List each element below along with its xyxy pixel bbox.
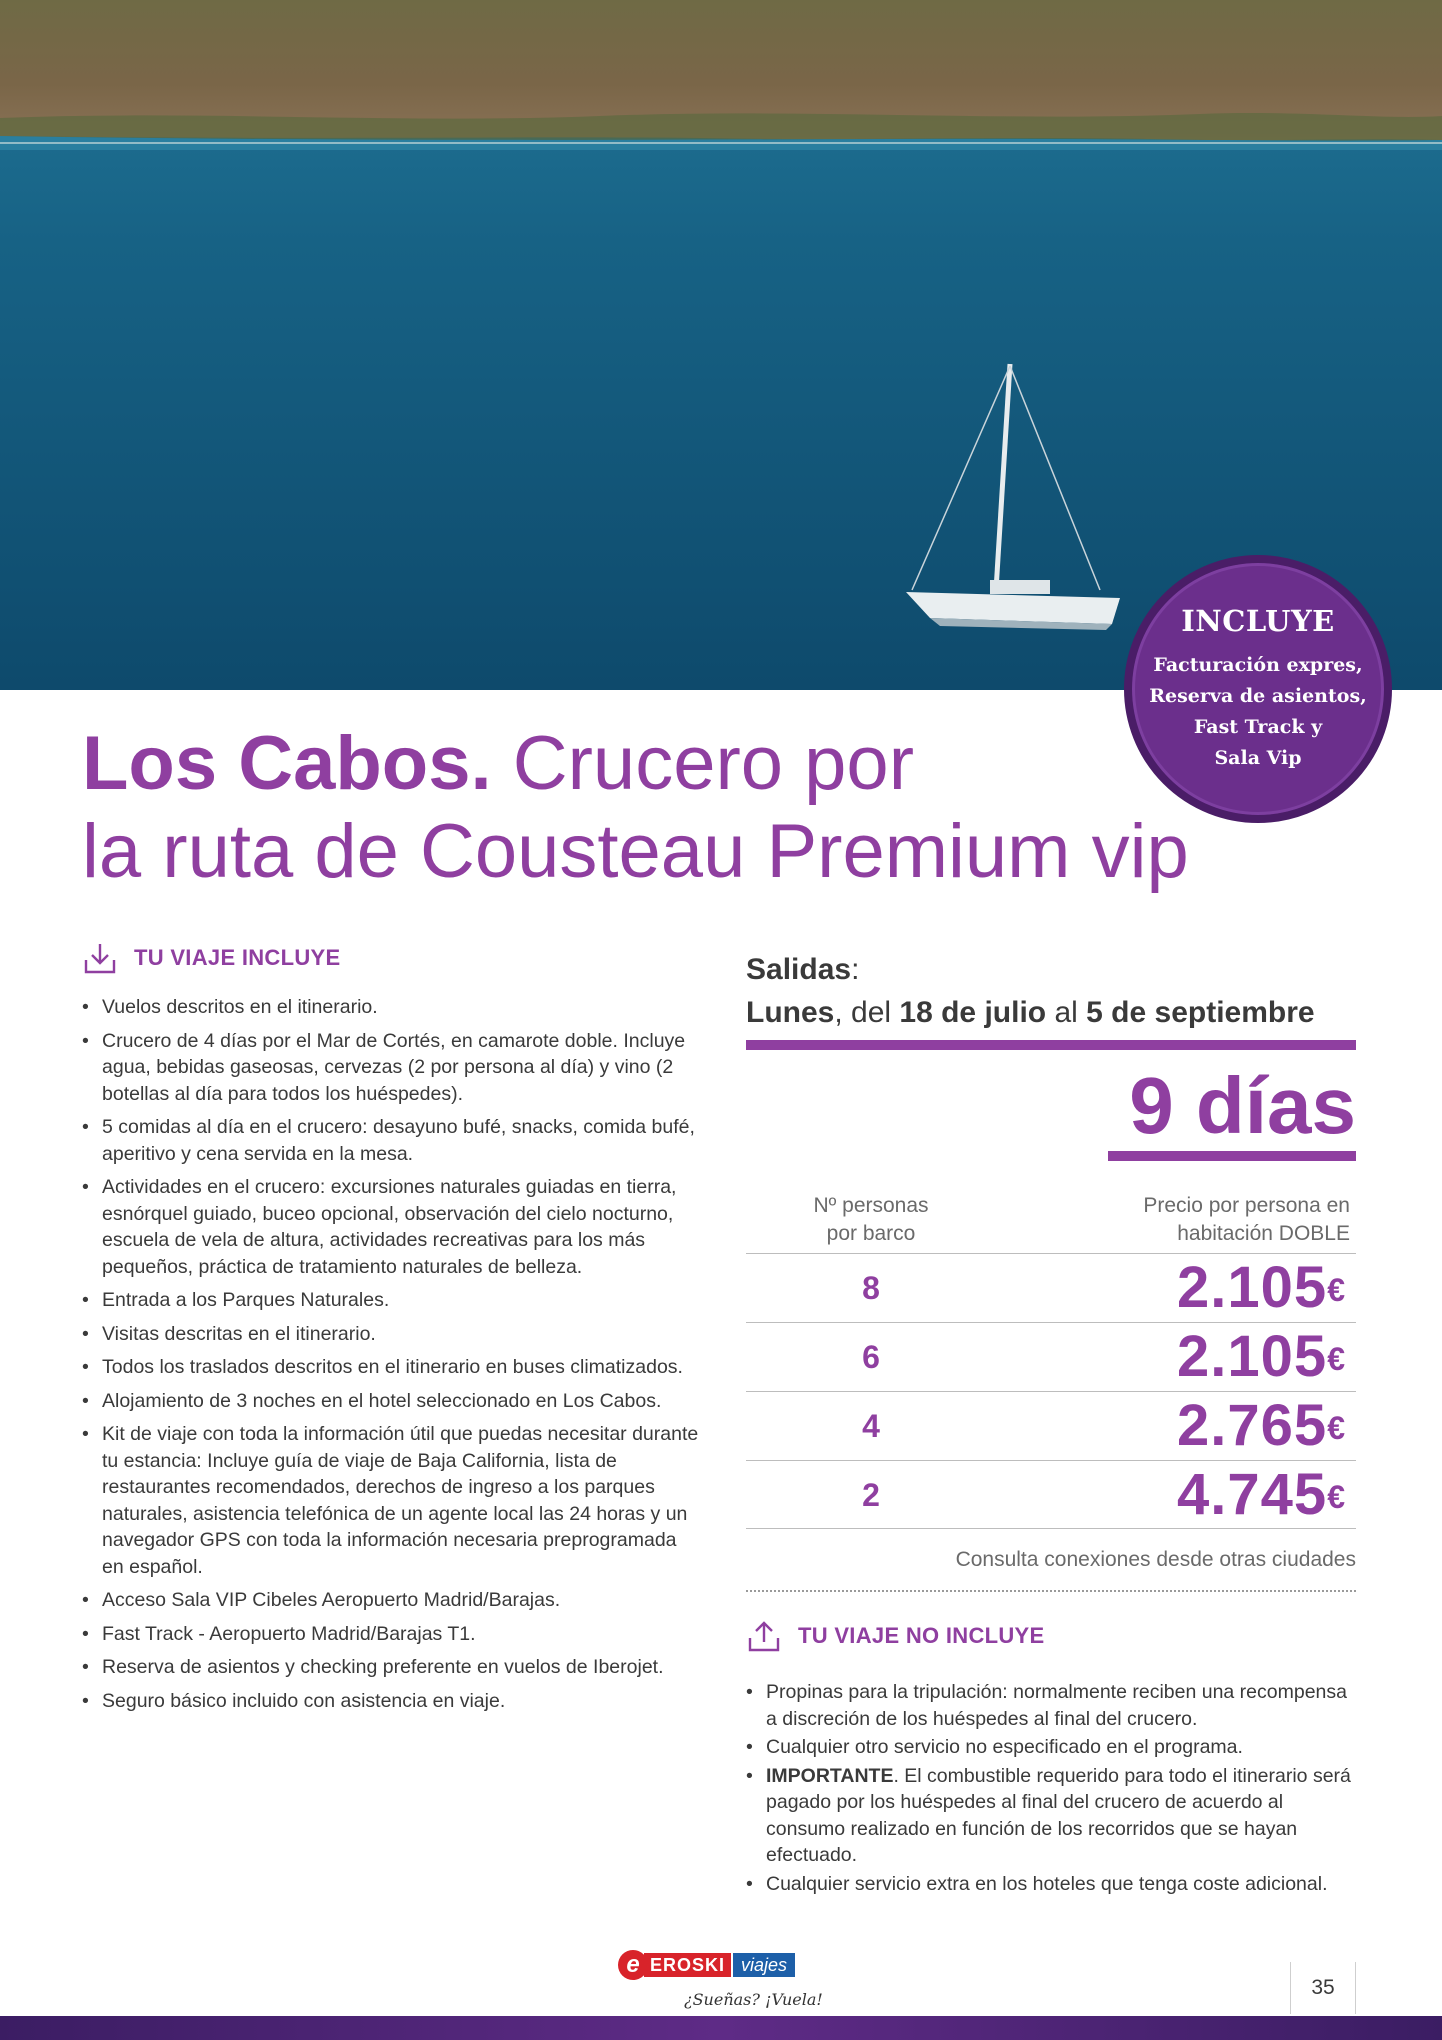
badge-line: Fast Track y (1193, 716, 1323, 738)
connections-note: Consulta conexiones desde otras ciudades (955, 1548, 1356, 1571)
footer-bar (0, 2016, 1442, 2040)
badge-line: Reserva de asientos, (1149, 685, 1367, 707)
list-item: • Entrada a los Parques Naturales. (82, 1287, 702, 1314)
persons-cell: 4 (862, 1408, 880, 1444)
persons-cell: 2 (862, 1477, 880, 1513)
table-row (746, 1322, 1356, 1391)
table-header-persons (746, 1192, 996, 1248)
includes-list (82, 994, 702, 1721)
header-line: por barco (826, 1222, 916, 1245)
title-subtitle-part1: Crucero por (491, 721, 915, 806)
page-number: 35 (1311, 1976, 1335, 1999)
list-item: • Todos los traslados descritos en el itinerario en buses climatizados. (82, 1354, 702, 1381)
download-icon (82, 940, 118, 976)
price-value: 2.765 (1177, 1393, 1328, 1458)
logo-mark: e (618, 1950, 648, 1980)
list-item: • Cualquier otro servicio no especificado en el programa. (746, 1734, 1362, 1761)
not-included-list (746, 1679, 1362, 1899)
list-item: • Alojamiento de 3 noches en el hotel seleccionado en Los Cabos. (82, 1388, 702, 1415)
currency-symbol: € (1327, 1272, 1346, 1308)
departures-day: Lunes (746, 996, 835, 1029)
currency-symbol: € (1327, 1341, 1346, 1377)
not-included-header (746, 1618, 1045, 1654)
table-row (746, 1253, 1356, 1322)
list-item: • Crucero de 4 días por el Mar de Cortés, en camarote doble. Incluye agua, bebidas gaseosas, cervezas (2 por persona al día) y vino (2 botellas al día para todos los huéspedes). (82, 1028, 702, 1108)
page-title (82, 720, 1189, 896)
title-subtitle-part2: la ruta de Cousteau Premium vip (82, 809, 1189, 894)
persons-cell: 8 (862, 1270, 880, 1306)
price-table (746, 1253, 1356, 1529)
price-cell (1177, 1325, 1346, 1389)
price-value: 4.745 (1177, 1462, 1328, 1527)
list-item: • Kit de viaje con toda la información útil que puedas necesitar durante tu estancia: Incluye guía de viaje de Baja California, lista de restaurantes recomendados, derechos de ingreso a los parques naturales, asistencia telefónica de un agente local las 24 horas y un navegador GPS con toda la información necesaria preprogramada en español. (82, 1421, 702, 1580)
list-item: • Fast Track - Aeropuerto Madrid/Barajas T1. (82, 1621, 702, 1648)
important-label: IMPORTANTE (766, 1764, 894, 1787)
header-line: habitación DOBLE (1177, 1222, 1350, 1245)
departures-dates (746, 990, 1356, 1036)
departures-to: 5 de septiembre (1086, 996, 1315, 1029)
dotted-divider (746, 1590, 1356, 1592)
list-item: • Actividades en el crucero: excursiones naturales guiadas en tierra, esnórquel guiado, buceo opcional, observación del cielo nocturno, escuela de vela de altura, actividades recreativas para los más pequeños, práctica de tratamiento naturales de belleza. (82, 1174, 702, 1280)
list-item: • Reserva de asientos y checking preferente en vuelos de Iberojet. (82, 1654, 702, 1681)
table-row (746, 1460, 1356, 1529)
persons-cell: 6 (862, 1339, 880, 1375)
departures-del: , del (834, 996, 900, 1029)
upload-icon (746, 1618, 782, 1654)
important-text: . El combustible requerido para todo el itinerario será pagado por los huéspedes al final del crucero de acuerdo al consumo realizado en función de los recorridos que se hayan efectuado. (766, 1764, 1351, 1866)
departures-al: al (1046, 996, 1087, 1029)
currency-symbol: € (1327, 1410, 1346, 1446)
list-item: • Visitas descritas en el itinerario. (82, 1321, 702, 1348)
includes-header-label: TU VIAJE INCLUYE (134, 945, 341, 970)
divider (1108, 1151, 1356, 1161)
list-item: • Cualquier servicio extra en los hoteles que tenga coste adicional. (746, 1871, 1362, 1898)
currency-symbol: € (1327, 1479, 1346, 1515)
logo-sub: viajes (733, 1953, 795, 1977)
table-header-price (1040, 1192, 1350, 1248)
header-line: Nº personas (813, 1194, 929, 1217)
price-cell (1177, 1463, 1346, 1527)
badge-line: Facturación expres, (1153, 654, 1363, 676)
price-cell (1177, 1394, 1346, 1458)
badge-title: INCLUYE (1181, 604, 1335, 638)
duration: 9 días (1129, 1061, 1356, 1150)
includes-badge (1124, 555, 1392, 823)
price-value: 2.105 (1177, 1255, 1328, 1320)
badge-line: Sala Vip (1214, 747, 1302, 769)
not-included-header-label: TU VIAJE NO INCLUYE (798, 1623, 1045, 1648)
price-cell (1177, 1256, 1346, 1320)
departures-label: Salidas (746, 953, 852, 986)
list-item: • Propinas para la tripulación: normalmente reciben una recompensa a discreción de los huéspedes al final del crucero. (746, 1679, 1362, 1732)
departures-colon: : (851, 953, 860, 986)
departures-from: 18 de julio (899, 996, 1047, 1029)
list-item: • Seguro básico incluido con asistencia en viaje. (82, 1688, 702, 1715)
eroski-viajes-logo (618, 1950, 828, 2020)
includes-header (82, 940, 341, 976)
list-item: • Vuelos descritos en el itinerario. (82, 994, 702, 1021)
header-line: Precio por persona en (1143, 1194, 1350, 1217)
price-value: 2.105 (1177, 1324, 1328, 1389)
list-item: • 5 comidas al día en el crucero: desayuno bufé, snacks, comida bufé, aperitivo y cena servida en la mesa. (82, 1114, 702, 1167)
table-row (746, 1391, 1356, 1460)
logo-brand: EROSKI (644, 1953, 731, 1977)
slogan: ¿Sueñas? ¡Vuela! (684, 1990, 823, 2009)
list-item: • Acceso Sala VIP Cibeles Aeropuerto Madrid/Barajas. (82, 1587, 702, 1614)
divider (746, 1040, 1356, 1050)
departures (746, 950, 1356, 1036)
list-item (746, 1763, 1362, 1869)
title-destination: Los Cabos. (82, 721, 492, 806)
